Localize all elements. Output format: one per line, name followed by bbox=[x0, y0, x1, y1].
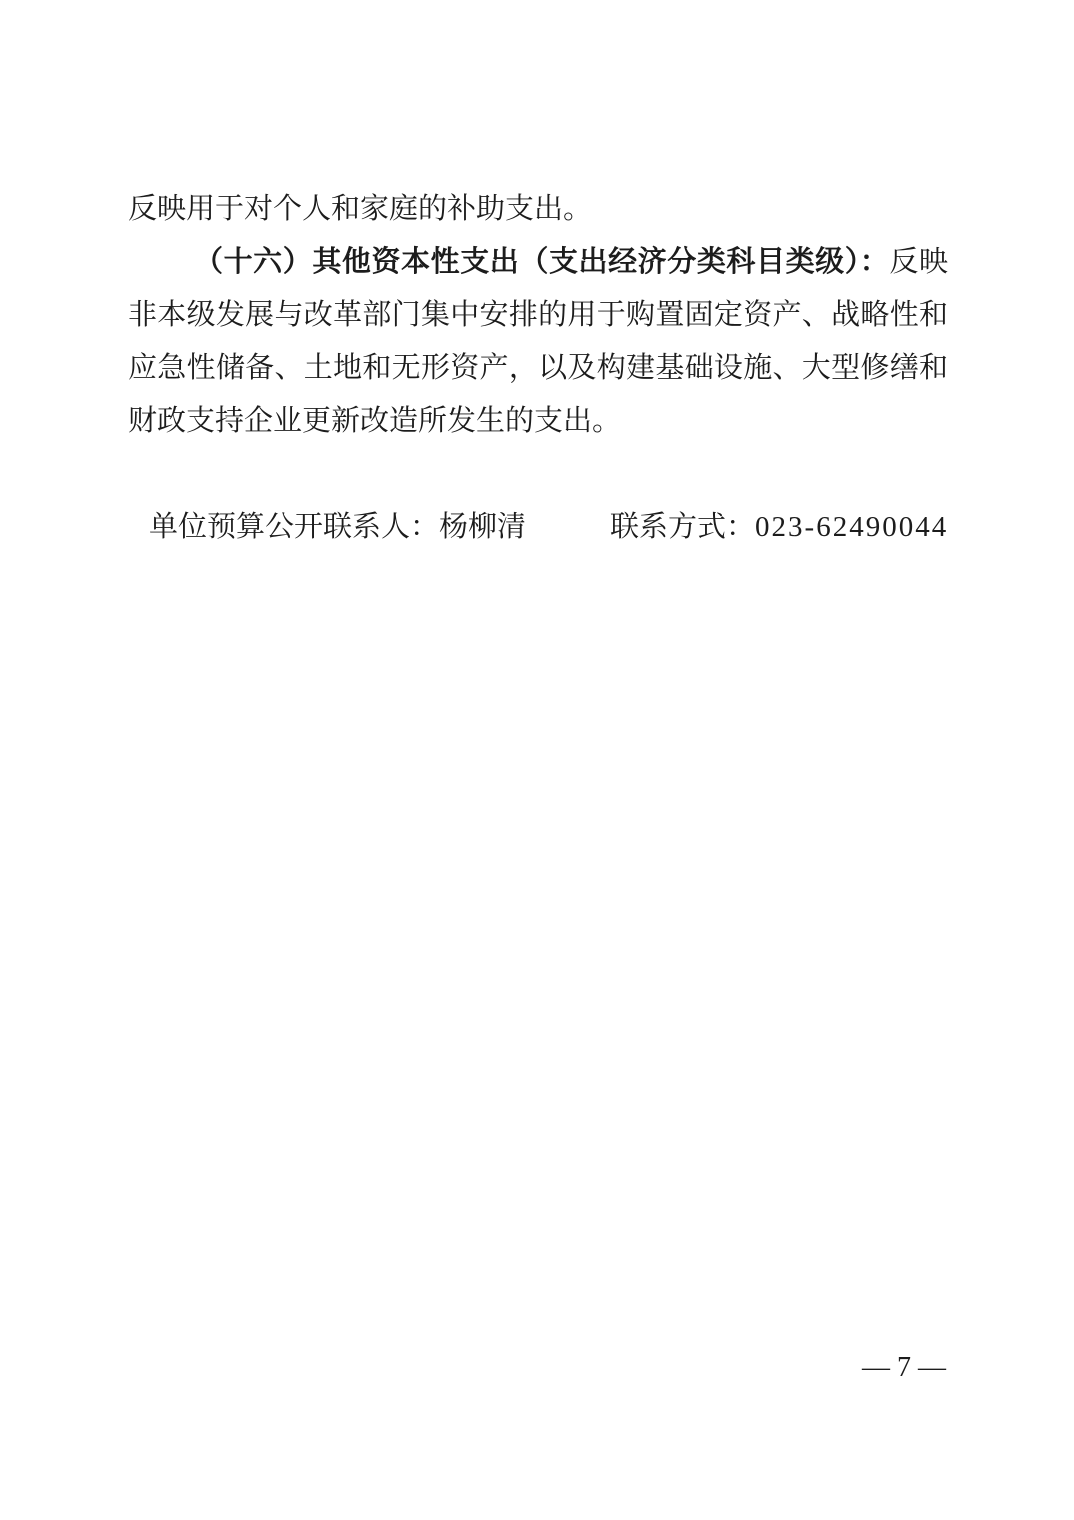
section-16-body-line-3-text: 财政支持企业更新改造所发生的支出。 bbox=[128, 405, 622, 437]
paragraph-tail-text: 反映用于对个人和家庭的补助支出。 bbox=[128, 193, 593, 225]
section-16-heading-bold: （十六）其他资本性支出（支出经济分类科目类级）： bbox=[194, 246, 890, 278]
contact-person-name: 杨柳清 bbox=[439, 511, 527, 543]
section-16-body-line-2-text: 应急性储备、土地和无形资产，以及构建基础设施、大型修缮和 bbox=[128, 352, 948, 384]
contact-phone-label: 联系方式： bbox=[610, 511, 756, 543]
section-16-body-line-1 bbox=[128, 289, 948, 342]
section-16-body-line-1-text: 非本级发展与改革部门集中安排的用于购置固定资产、战略性和 bbox=[128, 299, 948, 331]
page-number: — 7 — bbox=[862, 1352, 946, 1383]
body-text-block bbox=[128, 183, 948, 554]
section-16-heading-line bbox=[128, 236, 948, 289]
section-16-heading-tail: 反映 bbox=[889, 246, 948, 278]
contact-line bbox=[128, 501, 948, 554]
section-16-body-line-2 bbox=[128, 342, 948, 395]
section-16-body-line-3 bbox=[128, 395, 948, 448]
paragraph-tail-line bbox=[128, 183, 948, 236]
contact-phone-number: 023-62490044 bbox=[755, 511, 949, 543]
contact-person-label: 单位预算公开联系人： bbox=[149, 511, 440, 543]
